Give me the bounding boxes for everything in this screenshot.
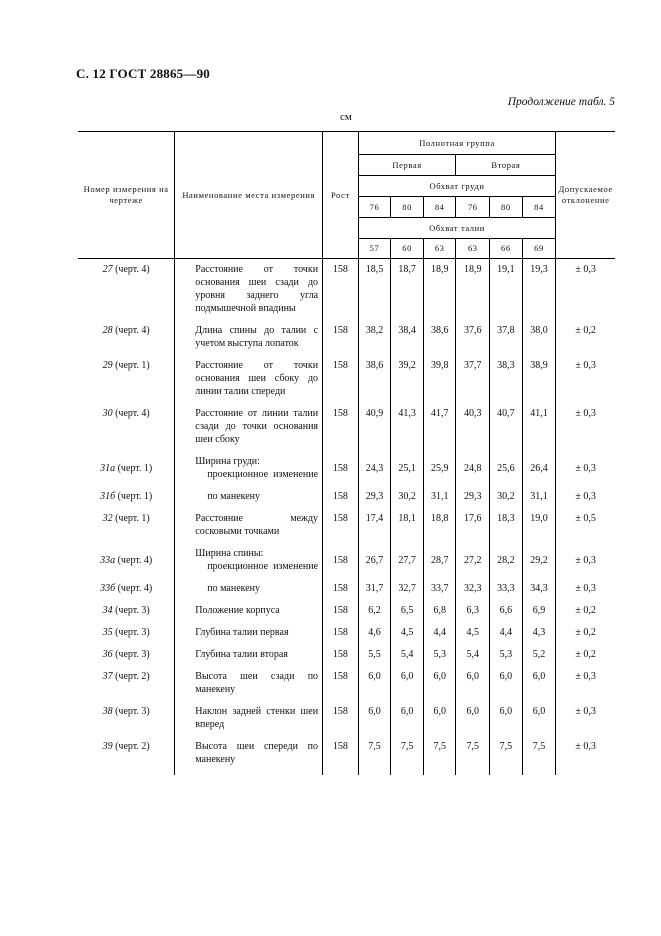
measurement-name (175, 407, 323, 455)
measurement-index: 31б (100, 491, 116, 502)
value-cell: 17,6 (456, 512, 490, 547)
measurement-name (175, 582, 323, 604)
value-cell: 40,7 (490, 407, 523, 455)
height-cell: 158 (323, 359, 359, 407)
value-cell: 4,5 (456, 626, 490, 648)
measurement-name-text: Высота шеи спереди по манекену (195, 741, 319, 765)
table-row (78, 705, 615, 740)
value-cell: 38,9 (522, 359, 556, 407)
value-cell: 4,4 (423, 626, 456, 648)
table-row (78, 670, 615, 705)
measurement-name (175, 455, 323, 490)
value-cell: 26,7 (358, 547, 391, 582)
tolerance-cell: ± 0,3 (556, 705, 615, 740)
value-cell: 7,5 (456, 740, 490, 775)
header-tolerance: Допускаемое отклонение (556, 132, 615, 259)
value-cell: 18,3 (490, 512, 523, 547)
value-cell: 38,3 (490, 359, 523, 407)
measurement-name-text: Высота шеи сзади по манекену (195, 671, 319, 695)
value-cell: 6,0 (490, 705, 523, 740)
value-cell: 31,7 (358, 582, 391, 604)
value-cell: 4,4 (490, 626, 523, 648)
value-cell: 5,2 (522, 648, 556, 670)
header-fullness-group: Полнотная группа (358, 132, 556, 155)
value-cell: 6,2 (358, 604, 391, 626)
value-cell: 5,4 (391, 648, 424, 670)
value-cell: 37,8 (490, 324, 523, 359)
measurement-name (175, 648, 323, 670)
value-cell: 6,0 (522, 705, 556, 740)
value-cell: 25,1 (391, 455, 424, 490)
measurement-name (175, 490, 323, 512)
value-cell: 38,4 (391, 324, 424, 359)
value-cell: 6,0 (423, 670, 456, 705)
value-cell: 7,5 (391, 740, 424, 775)
value-cell: 37,7 (456, 359, 490, 407)
measurement-name (175, 324, 323, 359)
measurement-number (78, 259, 175, 325)
waist-value: 69 (522, 239, 556, 259)
value-cell: 18,9 (456, 259, 490, 325)
value-cell: 6,0 (456, 705, 490, 740)
measurement-number (78, 324, 175, 359)
measurement-name (175, 547, 323, 582)
value-cell: 31,1 (522, 490, 556, 512)
table-body (78, 259, 615, 776)
value-cell: 39,2 (391, 359, 424, 407)
measurement-name-text: Расстояние от точки основания шеи сбоку до линии талии спереди (195, 360, 319, 397)
measurements-table (78, 131, 615, 775)
height-cell: 158 (323, 582, 359, 604)
value-cell: 6,6 (490, 604, 523, 626)
measurement-subname: проекционное изменение (207, 469, 319, 480)
measurement-number (78, 490, 175, 512)
value-cell: 19,0 (522, 512, 556, 547)
value-cell: 41,7 (423, 407, 456, 455)
measurement-number (78, 626, 175, 648)
drawing-reference: (черт. 3) (112, 706, 150, 717)
measurement-number (78, 547, 175, 582)
measurement-index: 34 (102, 605, 113, 616)
value-cell: 18,8 (423, 512, 456, 547)
value-cell: 6,9 (522, 604, 556, 626)
table-header (78, 132, 615, 259)
value-cell: 6,0 (423, 705, 456, 740)
measurement-name (175, 512, 323, 547)
value-cell: 6,5 (391, 604, 424, 626)
height-cell: 158 (323, 604, 359, 626)
tolerance-cell: ± 0,2 (556, 626, 615, 648)
value-cell: 7,5 (522, 740, 556, 775)
value-cell: 34,3 (522, 582, 556, 604)
drawing-reference: (черт. 1) (112, 360, 150, 371)
measurement-number (78, 604, 175, 626)
tolerance-cell: ± 0,3 (556, 359, 615, 407)
height-cell: 158 (323, 547, 359, 582)
drawing-reference: (черт. 3) (112, 649, 150, 660)
tolerance-cell: ± 0,3 (556, 490, 615, 512)
measurement-name (175, 359, 323, 407)
drawing-reference: (черт. 2) (112, 741, 150, 752)
value-cell: 29,2 (522, 547, 556, 582)
value-cell: 4,5 (391, 626, 424, 648)
value-cell: 18,9 (423, 259, 456, 325)
table-row (78, 547, 615, 582)
measurement-name (175, 626, 323, 648)
measurement-name-text: Расстояние между сосковыми точками (195, 513, 319, 537)
tolerance-cell: ± 0,3 (556, 670, 615, 705)
value-cell: 18,7 (391, 259, 424, 325)
measurement-index: 27 (102, 264, 113, 275)
table-row (78, 740, 615, 775)
height-cell: 158 (323, 705, 359, 740)
chest-value: 76 (358, 197, 391, 218)
tolerance-cell: ± 0,2 (556, 604, 615, 626)
height-cell: 158 (323, 670, 359, 705)
header-group-first: Первая (358, 155, 456, 176)
tolerance-cell: ± 0,2 (556, 648, 615, 670)
measurement-index: 31а (100, 462, 116, 474)
height-cell: 158 (323, 626, 359, 648)
height-cell: 158 (323, 740, 359, 775)
measurement-index: 39 (102, 741, 113, 752)
height-cell: 158 (323, 490, 359, 512)
measurement-name (175, 670, 323, 705)
measurement-number (78, 705, 175, 740)
measurement-name-text: Длина спины до талии с учетом выступа лопаток (195, 325, 319, 349)
page-header: С. 12 ГОСТ 28865—90 (76, 66, 210, 81)
measurement-name-text: Расстояние от точки основания шеи сзади до уровня заднего угла подмышечной впадины (195, 264, 319, 314)
measurement-index: 37 (102, 671, 113, 682)
value-cell: 19,1 (490, 259, 523, 325)
value-cell: 37,6 (456, 324, 490, 359)
chest-value: 80 (391, 197, 424, 218)
measurement-index: 33а (100, 554, 116, 566)
drawing-reference: (черт. 4) (112, 325, 150, 336)
table-row (78, 490, 615, 512)
value-cell: 40,9 (358, 407, 391, 455)
value-cell: 38,6 (358, 359, 391, 407)
measurement-group-title: Ширина груди: (195, 456, 260, 467)
table-row (78, 626, 615, 648)
measurement-name-text: по манекену (207, 583, 261, 594)
measurement-number (78, 670, 175, 705)
drawing-reference: (черт. 4) (115, 583, 153, 594)
height-cell: 158 (323, 512, 359, 547)
measurement-name (175, 705, 323, 740)
measurement-name-text: Положение корпуса (195, 605, 280, 616)
table-row (78, 324, 615, 359)
measurement-index: 36 (102, 649, 113, 660)
tolerance-cell: ± 0,3 (556, 407, 615, 455)
waist-value: 63 (423, 239, 456, 259)
measurement-number (78, 740, 175, 775)
table-continuation-caption: Продолжение табл. 5 (507, 96, 615, 108)
value-cell: 31,1 (423, 490, 456, 512)
measurement-index: 29 (102, 360, 113, 371)
value-cell: 7,5 (490, 740, 523, 775)
value-cell: 6,0 (391, 670, 424, 705)
waist-value: 60 (391, 239, 424, 259)
drawing-reference: (черт. 3) (112, 605, 150, 616)
value-cell: 7,5 (358, 740, 391, 775)
value-cell: 5,3 (423, 648, 456, 670)
header-waist-girth: Обхват талии (358, 218, 556, 239)
value-cell: 18,1 (391, 512, 424, 547)
drawing-reference: (черт. 2) (112, 671, 150, 682)
value-cell: 6,3 (456, 604, 490, 626)
value-cell: 17,4 (358, 512, 391, 547)
tolerance-cell: ± 0,2 (556, 324, 615, 359)
drawing-reference: (черт. 1) (115, 462, 153, 474)
chest-value: 84 (522, 197, 556, 218)
waist-value: 57 (358, 239, 391, 259)
table-row (78, 259, 615, 325)
value-cell: 33,3 (490, 582, 523, 604)
value-cell: 6,0 (522, 670, 556, 705)
height-cell: 158 (323, 259, 359, 325)
table-row (78, 407, 615, 455)
measurement-index: 35 (102, 627, 113, 638)
value-cell: 6,0 (358, 670, 391, 705)
waist-value: 63 (456, 239, 490, 259)
measurement-name (175, 740, 323, 775)
measurement-index: 38 (102, 706, 113, 717)
measurement-name (175, 259, 323, 325)
measurement-name-text: Глубина талии первая (195, 627, 289, 638)
drawing-reference: (черт. 1) (112, 513, 150, 524)
value-cell: 30,2 (391, 490, 424, 512)
height-cell: 158 (323, 648, 359, 670)
value-cell: 6,8 (423, 604, 456, 626)
value-cell: 27,7 (391, 547, 424, 582)
waist-value: 66 (490, 239, 523, 259)
measurement-subname: проекционное изменение (207, 561, 319, 572)
measurement-index: 30 (102, 408, 113, 419)
value-cell: 40,3 (456, 407, 490, 455)
value-cell: 25,9 (423, 455, 456, 490)
value-cell: 6,0 (358, 705, 391, 740)
value-cell: 38,6 (423, 324, 456, 359)
value-cell: 19,3 (522, 259, 556, 325)
drawing-reference: (черт. 4) (115, 554, 153, 566)
chest-value: 76 (456, 197, 490, 218)
drawing-reference: (черт. 1) (115, 491, 153, 502)
chest-value: 80 (490, 197, 523, 218)
measurement-name-text: Расстояние от линии талии сзади до точки основания шеи сбоку (195, 408, 319, 445)
table-row (78, 455, 615, 490)
value-cell: 5,3 (490, 648, 523, 670)
measurement-index: 33б (100, 583, 116, 594)
measurement-number (78, 582, 175, 604)
header-number: Номер измерения на чертеже (78, 132, 175, 259)
measurement-index: 32 (102, 513, 113, 524)
measurement-name-text: Глубина талии вторая (195, 649, 288, 660)
value-cell: 41,1 (522, 407, 556, 455)
value-cell: 32,3 (456, 582, 490, 604)
value-cell: 6,0 (490, 670, 523, 705)
value-cell: 6,0 (456, 670, 490, 705)
table-row (78, 512, 615, 547)
value-cell: 7,5 (423, 740, 456, 775)
measurement-name (175, 604, 323, 626)
height-cell: 158 (323, 455, 359, 490)
table-row (78, 648, 615, 670)
value-cell: 4,3 (522, 626, 556, 648)
value-cell: 25,6 (490, 455, 523, 490)
header-height: Рост (323, 132, 359, 259)
value-cell: 24,3 (358, 455, 391, 490)
measurement-index: 28 (102, 325, 113, 336)
tolerance-cell: ± 0,3 (556, 547, 615, 582)
value-cell: 38,0 (522, 324, 556, 359)
table-row (78, 604, 615, 626)
measurement-group-title: Ширина спины: (195, 548, 264, 559)
units-label: см (340, 111, 352, 123)
measurement-number (78, 407, 175, 455)
drawing-reference: (черт. 3) (112, 627, 150, 638)
tolerance-cell: ± 0,3 (556, 582, 615, 604)
value-cell: 5,4 (456, 648, 490, 670)
measurement-number (78, 648, 175, 670)
value-cell: 27,2 (456, 547, 490, 582)
value-cell: 28,2 (490, 547, 523, 582)
tolerance-cell: ± 0,5 (556, 512, 615, 547)
value-cell: 26,4 (522, 455, 556, 490)
value-cell: 29,3 (456, 490, 490, 512)
value-cell: 30,2 (490, 490, 523, 512)
table-row (78, 582, 615, 604)
value-cell: 41,3 (391, 407, 424, 455)
measurement-name-text: Наклон задней стенки шеи вперед (195, 706, 319, 730)
value-cell: 18,5 (358, 259, 391, 325)
value-cell: 5,5 (358, 648, 391, 670)
value-cell: 38,2 (358, 324, 391, 359)
value-cell: 29,3 (358, 490, 391, 512)
value-cell: 28,7 (423, 547, 456, 582)
measurement-name-text: по манекену (207, 491, 261, 502)
header-chest-girth: Обхват груди (358, 176, 556, 197)
header-name: Наименование места измерения (175, 132, 323, 259)
tolerance-cell: ± 0,3 (556, 455, 615, 490)
value-cell: 4,6 (358, 626, 391, 648)
height-cell: 158 (323, 324, 359, 359)
chest-value: 84 (423, 197, 456, 218)
tolerance-cell: ± 0,3 (556, 740, 615, 775)
height-cell: 158 (323, 407, 359, 455)
header-group-second: Вторая (456, 155, 556, 176)
drawing-reference: (черт. 4) (112, 408, 150, 419)
tolerance-cell: ± 0,3 (556, 259, 615, 325)
value-cell: 33,7 (423, 582, 456, 604)
value-cell: 32,7 (391, 582, 424, 604)
measurement-number (78, 455, 175, 490)
value-cell: 6,0 (391, 705, 424, 740)
measurement-number (78, 359, 175, 407)
value-cell: 39,8 (423, 359, 456, 407)
value-cell: 24,8 (456, 455, 490, 490)
table-row (78, 359, 615, 407)
drawing-reference: (черт. 4) (112, 264, 150, 275)
measurement-number (78, 512, 175, 547)
